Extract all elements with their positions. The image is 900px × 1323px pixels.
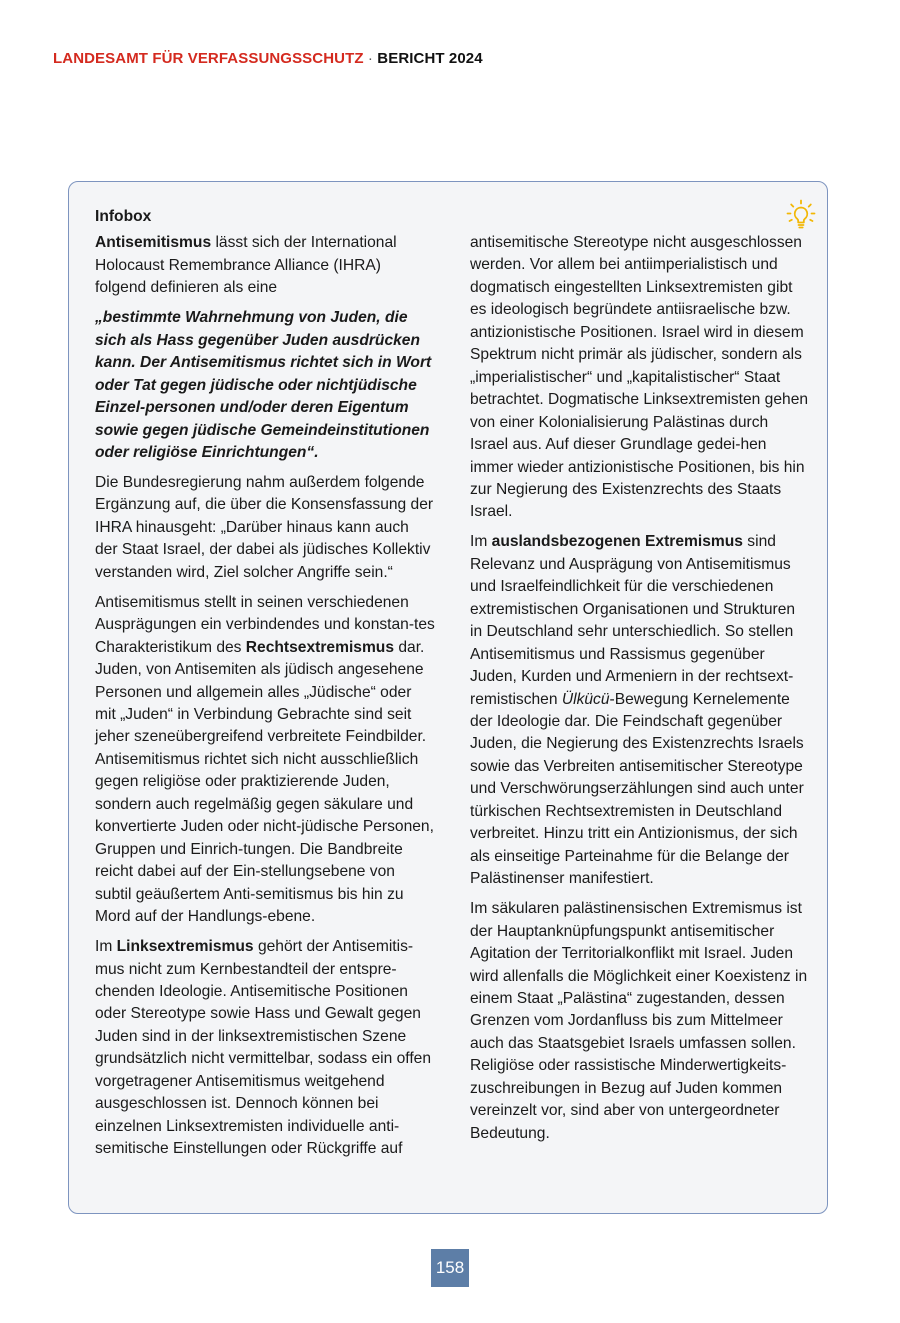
paragraph-linksextremismus-cont: antisemitische Stereotype nicht ausgeschlossen werden. Vor allem bei antiimperialistisch und dogmatisch eingestellten Linksextremisten gibt es ideologisch begründete antiisraelische bzw. antizionistische Positionen. Israel wird in diesem Spektrum nicht primär als jüdischer, sondern als „imperialistischer“ und „kapitalistischer“ Staat betrachtet. Dogmatische Linksextremisten gehen von einer Kolonialisierung Palästinas durch Israel aus. Auf dieser Grundlage gedei-hen immer wieder antizionistische Positionen, bis hin zur Negierung des Existenzrechts des Staats Israel.: [470, 234, 809, 521]
page-number: 158: [431, 1249, 469, 1287]
infobox-right-column: [470, 232, 810, 1153]
term-antisemitismus: Antisemitismus: [95, 234, 212, 252]
term-rechtsextremismus: Rechtsextremismus: [245, 638, 395, 656]
paragraph-palaestinensisch: Im säkularen palästinensischen Extremismus ist der Hauptanknüpfungspunkt antisemitischer Agitation der Territorialkonflikt mit Israel. Juden wird allenfalls die Möglichkeit einer Koexistenz in einem Staat „Palästina“ zugestanden, dessen Grenzen vom Jordanfluss bis zum Mittelmeer auch das Staatsgebiet Israels umfassen sollen. Religiöse oder rassistische Minderwertigkeits-zuschreibungen in Bezug auf Juden kommen vereinzelt vor, sind aber von untergeordneter Bedeutung.: [470, 900, 808, 1142]
term-auslandsbezogener-extremismus: auslandsbezogenen Extremismus: [491, 533, 743, 551]
definition-intro: Antisemitismus lässt sich der International Holocaust Remembrance Alliance (IHRA) folgend definieren als eine: [95, 234, 397, 297]
header-report: BERICHT 2024: [377, 50, 483, 67]
running-header: [53, 50, 483, 67]
term-uelkuecue: Ülkücü: [561, 690, 610, 708]
paragraph-bundesregierung: Die Bundesregierung nahm außerdem folgende Ergänzung auf, die über die Konsensfassung der IHRA hinausgeht: „Darüber hinaus kann auch der Staat Israel, der dabei als jüdisches Kollektiv verstanden wird, Ziel solcher Angriffe sein.“: [95, 473, 434, 581]
infobox-title: Infobox: [95, 208, 152, 225]
header-org: LANDESAMT FÜR VERFASSUNGSSCHUTZ: [53, 50, 364, 67]
term-linksextremismus: Linksextremismus: [116, 938, 254, 956]
ihra-definition-quote: „bestimmte Wahrnehmung von Juden, die sich als Hass gegenüber Juden ausdrücken kann. Der Antisemitismus richtet sich in Wort oder Tat gegen jüdische oder nichtjüdische Einzel-personen und/oder deren Eigentum sowie gegen jüdische Gemeindeinstitutionen oder religiöse Einrichtungen“.: [95, 309, 432, 462]
paragraph-auslandsbezogen: Im auslandsbezogenen Extremismus sind Relevanz und Ausprägung von Antisemitismus und Israelfeindlichkeit für die verschiedenen extremistischen Organisationen und Strukturen in Deutschland sehr unterschiedlich. So stellen Antisemitismus und Rassismus gegenüber Juden, Kurden und Armeniern in der rechtsext-remistischen Ülkücü-Bewegung Kernelemente der Ideologie dar. Die Feindschaft gegenüber Juden, die Negierung des Existenzrechts Israels sowie das Verbreiten antisemitischer Stereotype und Verschwörungserzählungen sind auch unter türkischen Rechtsextremisten in Deutschland verbreitet. Hinzu tritt ein Antizionismus, der sich als einseitige Parteinahme für die Belange der Palästinenser manifestiert.: [470, 533, 804, 888]
paragraph-linksextremismus: Im Linksextremismus gehört der Antisemitis-mus nicht zum Kernbestandteil der entspre-chenden Ideologie. Antisemitische Positionen oder Stereotype sowie Hass und Gewalt gegen Juden sind in der linksextremistischen Szene grundsätzlich nicht vermittelbar, sodass ein offen vorgetragener Antisemitismus weitgehend ausgeschlossen ist. Dennoch können bei einzelnen Linksextremisten individuelle anti-semitische Einstellungen oder Rückgriffe auf: [95, 938, 432, 1158]
infobox-left-column: [95, 206, 435, 1168]
lightbulb-icon: [784, 198, 818, 232]
header-separator: ·: [367, 50, 373, 67]
paragraph-rechtsextremismus: Antisemitismus stellt in seinen verschiedenen Ausprägungen ein verbindendes und konstan-tes Charakteristikum des Rechtsextremismus dar. Juden, von Antisemiten als jüdisch angesehene Personen und allgemein alles „Jüdische“ oder mit „Juden“ in Verbindung Gebrachte sind seit jeher szeneübergreifend verbreitete Feindbilder. Antisemitismus richtet sich nicht ausschließlich gegen religiöse oder praktizierende Juden, sondern auch regelmäßig gegen säkulare und konvertierte Juden oder nicht-jüdische Personen, Gruppen und Einrich-tungen. Die Bandbreite reicht dabei auf der Ein-stellungsebene von subtil geäußertem Anti-semitismus bis hin zu Mord auf der Handlungs-ebene.: [95, 593, 435, 926]
